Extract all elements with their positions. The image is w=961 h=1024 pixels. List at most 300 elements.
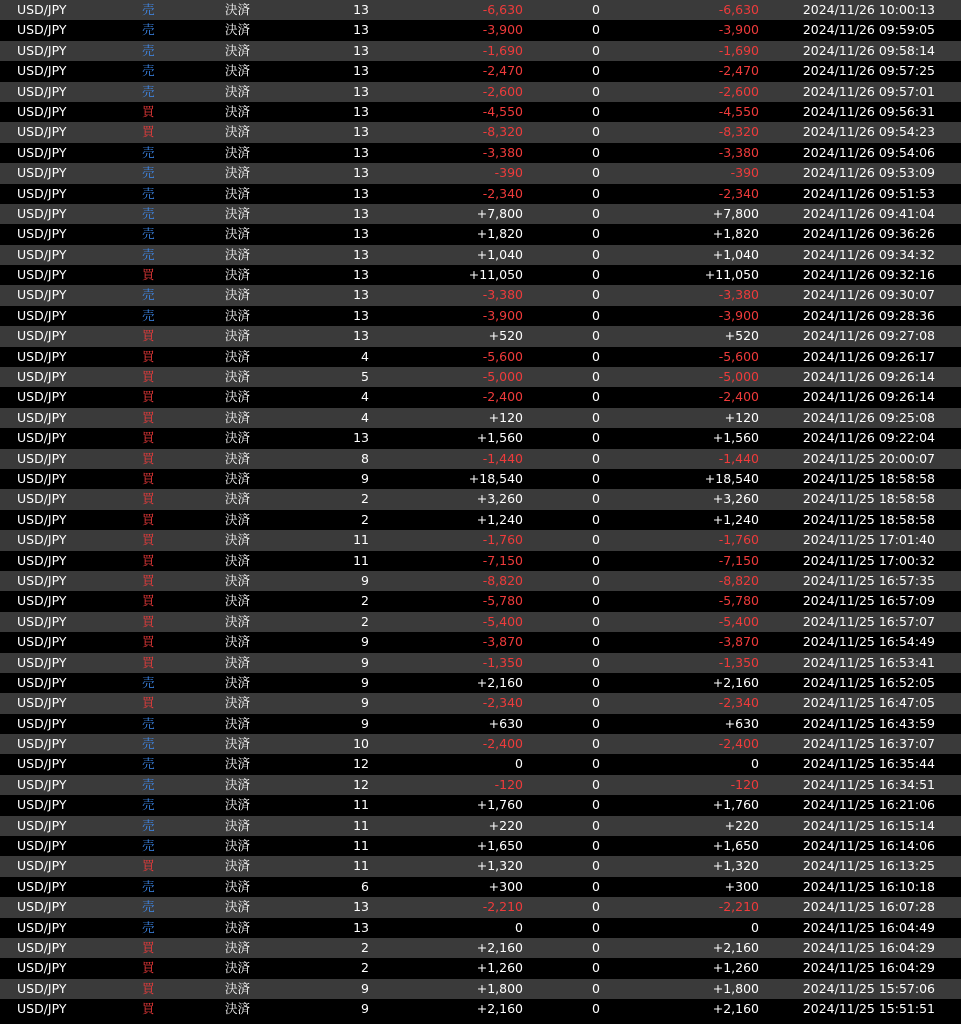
quantity-cell: 13 xyxy=(353,22,369,38)
table-row[interactable] xyxy=(0,163,961,183)
quantity-cell: 11 xyxy=(353,817,369,833)
fee-cell: 0 xyxy=(592,899,600,915)
fee-cell: 0 xyxy=(592,919,600,935)
quantity-cell: 13 xyxy=(353,83,369,99)
trade-side-cell: 買 xyxy=(142,267,155,283)
execution-time-cell: 2024/11/26 09:28:36 xyxy=(802,307,935,323)
trade-type-cell: 決済 xyxy=(225,511,251,527)
table-row[interactable] xyxy=(0,265,961,285)
net-profit-cell: -2,210 xyxy=(718,899,759,915)
quantity-cell: 13 xyxy=(353,267,369,283)
profit-loss-cell: -2,210 xyxy=(482,899,523,915)
currency-pair-cell: USD/JPY xyxy=(17,919,67,935)
quantity-cell: 11 xyxy=(353,532,369,548)
trade-type-cell: 決済 xyxy=(225,22,251,38)
execution-time-cell: 2024/11/25 16:14:06 xyxy=(802,838,935,854)
net-profit-cell: -5,000 xyxy=(718,369,759,385)
currency-pair-cell: USD/JPY xyxy=(17,450,67,466)
fee-cell: 0 xyxy=(592,83,600,99)
quantity-cell: 13 xyxy=(353,226,369,242)
trade-side-cell: 売 xyxy=(142,185,155,201)
currency-pair-cell: USD/JPY xyxy=(17,103,67,119)
profit-loss-cell: -3,870 xyxy=(482,634,523,650)
net-profit-cell: +11,050 xyxy=(704,267,759,283)
execution-time-cell: 2024/11/25 16:15:14 xyxy=(802,817,935,833)
trade-side-cell: 売 xyxy=(142,226,155,242)
currency-pair-cell: USD/JPY xyxy=(17,22,67,38)
quantity-cell: 12 xyxy=(353,776,369,792)
execution-time-cell: 2024/11/26 09:54:06 xyxy=(802,144,935,160)
trade-side-cell: 売 xyxy=(142,205,155,221)
profit-loss-cell: +520 xyxy=(488,328,523,344)
execution-time-cell: 2024/11/25 16:37:07 xyxy=(802,736,935,752)
execution-time-cell: 2024/11/26 09:32:16 xyxy=(802,267,935,283)
currency-pair-cell: USD/JPY xyxy=(17,634,67,650)
execution-time-cell: 2024/11/25 16:53:41 xyxy=(802,654,935,670)
currency-pair-cell: USD/JPY xyxy=(17,939,67,955)
execution-time-cell: 2024/11/25 16:04:29 xyxy=(802,939,935,955)
trade-type-cell: 決済 xyxy=(225,1001,251,1017)
table-row[interactable] xyxy=(0,143,961,163)
table-row[interactable] xyxy=(0,693,961,713)
currency-pair-cell: USD/JPY xyxy=(17,654,67,670)
profit-loss-cell: +630 xyxy=(488,715,523,731)
net-profit-cell: +1,760 xyxy=(712,797,759,813)
execution-time-cell: 2024/11/26 09:27:08 xyxy=(802,328,935,344)
fee-cell: 0 xyxy=(592,470,600,486)
currency-pair-cell: USD/JPY xyxy=(17,695,67,711)
table-row[interactable] xyxy=(0,836,961,856)
net-profit-cell: -5,400 xyxy=(718,613,759,629)
table-row[interactable] xyxy=(0,816,961,836)
trade-side-cell: 買 xyxy=(142,980,155,996)
execution-time-cell: 2024/11/26 09:36:26 xyxy=(802,226,935,242)
net-profit-cell: +7,800 xyxy=(712,205,759,221)
trade-side-cell: 買 xyxy=(142,409,155,425)
quantity-cell: 4 xyxy=(361,389,369,405)
profit-loss-cell: -3,380 xyxy=(482,287,523,303)
currency-pair-cell: USD/JPY xyxy=(17,980,67,996)
trade-side-cell: 売 xyxy=(142,165,155,181)
trade-type-cell: 決済 xyxy=(225,654,251,670)
quantity-cell: 2 xyxy=(361,960,369,976)
quantity-cell: 9 xyxy=(361,674,369,690)
trade-type-cell: 決済 xyxy=(225,613,251,629)
currency-pair-cell: USD/JPY xyxy=(17,226,67,242)
profit-loss-cell: -2,400 xyxy=(482,389,523,405)
quantity-cell: 13 xyxy=(353,307,369,323)
table-row[interactable] xyxy=(0,632,961,652)
table-row[interactable] xyxy=(0,653,961,673)
trade-type-cell: 決済 xyxy=(225,83,251,99)
trade-type-cell: 決済 xyxy=(225,287,251,303)
profit-loss-cell: -120 xyxy=(494,776,523,792)
fee-cell: 0 xyxy=(592,654,600,670)
profit-loss-cell: -8,820 xyxy=(482,572,523,588)
execution-time-cell: 2024/11/26 09:22:04 xyxy=(802,430,935,446)
fee-cell: 0 xyxy=(592,389,600,405)
table-row[interactable] xyxy=(0,122,961,142)
profit-loss-cell: +11,050 xyxy=(468,267,523,283)
fee-cell: 0 xyxy=(592,450,600,466)
table-row[interactable] xyxy=(0,979,961,999)
fee-cell: 0 xyxy=(592,674,600,690)
table-row[interactable] xyxy=(0,897,961,917)
table-row[interactable] xyxy=(0,551,961,571)
execution-time-cell: 2024/11/26 09:30:07 xyxy=(802,287,935,303)
quantity-cell: 13 xyxy=(353,63,369,79)
table-row[interactable] xyxy=(0,184,961,204)
profit-loss-cell: -1,760 xyxy=(482,532,523,548)
table-row[interactable] xyxy=(0,591,961,611)
table-row[interactable] xyxy=(0,938,961,958)
table-row[interactable] xyxy=(0,795,961,815)
net-profit-cell: +1,820 xyxy=(712,226,759,242)
execution-time-cell: 2024/11/25 16:57:07 xyxy=(802,613,935,629)
fee-cell: 0 xyxy=(592,348,600,364)
quantity-cell: 9 xyxy=(361,654,369,670)
trade-side-cell: 売 xyxy=(142,307,155,323)
table-row[interactable] xyxy=(0,510,961,530)
profit-loss-cell: -1,350 xyxy=(482,654,523,670)
trade-side-cell: 買 xyxy=(142,450,155,466)
currency-pair-cell: USD/JPY xyxy=(17,430,67,446)
fee-cell: 0 xyxy=(592,103,600,119)
net-profit-cell: +1,040 xyxy=(712,246,759,262)
quantity-cell: 2 xyxy=(361,593,369,609)
trade-side-cell: 買 xyxy=(142,103,155,119)
trade-type-cell: 決済 xyxy=(225,899,251,915)
trade-type-cell: 決済 xyxy=(225,776,251,792)
net-profit-cell: -2,470 xyxy=(718,63,759,79)
trade-side-cell: 売 xyxy=(142,42,155,58)
table-row[interactable] xyxy=(0,775,961,795)
fee-cell: 0 xyxy=(592,165,600,181)
net-profit-cell: +1,800 xyxy=(712,980,759,996)
fee-cell: 0 xyxy=(592,409,600,425)
trade-type-cell: 決済 xyxy=(225,980,251,996)
currency-pair-cell: USD/JPY xyxy=(17,878,67,894)
profit-loss-cell: -4,550 xyxy=(482,103,523,119)
table-row[interactable] xyxy=(0,387,961,407)
table-row[interactable] xyxy=(0,877,961,897)
fee-cell: 0 xyxy=(592,552,600,568)
net-profit-cell: +1,260 xyxy=(712,960,759,976)
net-profit-cell: -1,440 xyxy=(718,450,759,466)
table-row[interactable] xyxy=(0,204,961,224)
execution-time-cell: 2024/11/26 09:54:23 xyxy=(802,124,935,140)
execution-time-cell: 2024/11/25 20:00:07 xyxy=(802,450,935,466)
execution-time-cell: 2024/11/25 16:43:59 xyxy=(802,715,935,731)
profit-loss-cell: +1,650 xyxy=(476,838,523,854)
profit-loss-cell: -3,380 xyxy=(482,144,523,160)
fee-cell: 0 xyxy=(592,369,600,385)
trade-type-cell: 決済 xyxy=(225,634,251,650)
trade-type-cell: 決済 xyxy=(225,63,251,79)
trade-type-cell: 決済 xyxy=(225,491,251,507)
net-profit-cell: +2,160 xyxy=(712,1001,759,1017)
trade-type-cell: 決済 xyxy=(225,674,251,690)
profit-loss-cell: +1,760 xyxy=(476,797,523,813)
fee-cell: 0 xyxy=(592,776,600,792)
profit-loss-cell: +3,260 xyxy=(476,491,523,507)
trade-side-cell: 買 xyxy=(142,593,155,609)
table-row[interactable] xyxy=(0,530,961,550)
execution-time-cell: 2024/11/25 18:58:58 xyxy=(802,491,935,507)
trade-type-cell: 決済 xyxy=(225,267,251,283)
execution-time-cell: 2024/11/26 09:57:01 xyxy=(802,83,935,99)
fee-cell: 0 xyxy=(592,858,600,874)
execution-time-cell: 2024/11/26 09:58:14 xyxy=(802,42,935,58)
trade-side-cell: 買 xyxy=(142,634,155,650)
trade-side-cell: 買 xyxy=(142,511,155,527)
fee-cell: 0 xyxy=(592,430,600,446)
fee-cell: 0 xyxy=(592,2,600,17)
table-row[interactable] xyxy=(0,367,961,387)
execution-time-cell: 2024/11/26 09:34:32 xyxy=(802,246,935,262)
profit-loss-cell: -1,690 xyxy=(482,42,523,58)
net-profit-cell: +1,240 xyxy=(712,511,759,527)
trade-type-cell: 決済 xyxy=(225,124,251,140)
table-row[interactable] xyxy=(0,102,961,122)
fee-cell: 0 xyxy=(592,226,600,242)
currency-pair-cell: USD/JPY xyxy=(17,369,67,385)
table-row[interactable] xyxy=(0,489,961,509)
currency-pair-cell: USD/JPY xyxy=(17,899,67,915)
execution-time-cell: 2024/11/26 09:41:04 xyxy=(802,205,935,221)
trade-type-cell: 決済 xyxy=(225,369,251,385)
quantity-cell: 12 xyxy=(353,756,369,772)
quantity-cell: 8 xyxy=(361,450,369,466)
trade-side-cell: 売 xyxy=(142,878,155,894)
trade-side-cell: 売 xyxy=(142,899,155,915)
trade-side-cell: 買 xyxy=(142,960,155,976)
net-profit-cell: +2,160 xyxy=(712,674,759,690)
table-row[interactable] xyxy=(0,571,961,591)
net-profit-cell: -2,600 xyxy=(718,83,759,99)
trade-side-cell: 買 xyxy=(142,858,155,874)
table-row[interactable] xyxy=(0,856,961,876)
execution-time-cell: 2024/11/25 15:57:06 xyxy=(802,980,935,996)
profit-loss-cell: +2,160 xyxy=(476,939,523,955)
table-row[interactable] xyxy=(0,449,961,469)
execution-time-cell: 2024/11/26 09:26:17 xyxy=(802,348,935,364)
table-row[interactable] xyxy=(0,754,961,774)
quantity-cell: 9 xyxy=(361,980,369,996)
trade-side-cell: 買 xyxy=(142,532,155,548)
table-row[interactable] xyxy=(0,82,961,102)
profit-loss-cell: +120 xyxy=(488,409,523,425)
net-profit-cell: -2,400 xyxy=(718,736,759,752)
net-profit-cell: -5,600 xyxy=(718,348,759,364)
net-profit-cell: +3,260 xyxy=(712,491,759,507)
quantity-cell: 13 xyxy=(353,42,369,58)
trade-type-cell: 決済 xyxy=(225,715,251,731)
currency-pair-cell: USD/JPY xyxy=(17,124,67,140)
trade-type-cell: 決済 xyxy=(225,450,251,466)
table-row[interactable] xyxy=(0,999,961,1019)
trade-side-cell: 買 xyxy=(142,430,155,446)
currency-pair-cell: USD/JPY xyxy=(17,674,67,690)
trade-type-cell: 決済 xyxy=(225,430,251,446)
trade-side-cell: 買 xyxy=(142,572,155,588)
profit-loss-cell: -8,320 xyxy=(482,124,523,140)
trade-type-cell: 決済 xyxy=(225,593,251,609)
currency-pair-cell: USD/JPY xyxy=(17,185,67,201)
table-row[interactable] xyxy=(0,326,961,346)
currency-pair-cell: USD/JPY xyxy=(17,572,67,588)
trade-type-cell: 決済 xyxy=(225,103,251,119)
table-row[interactable] xyxy=(0,224,961,244)
trade-side-cell: 買 xyxy=(142,470,155,486)
execution-time-cell: 2024/11/26 10:00:13 xyxy=(802,2,935,17)
quantity-cell: 9 xyxy=(361,715,369,731)
currency-pair-cell: USD/JPY xyxy=(17,511,67,527)
table-row[interactable] xyxy=(0,918,961,938)
net-profit-cell: -120 xyxy=(730,776,759,792)
quantity-cell: 2 xyxy=(361,511,369,527)
table-row[interactable] xyxy=(0,61,961,81)
profit-loss-cell: -5,600 xyxy=(482,348,523,364)
execution-time-cell: 2024/11/25 15:51:51 xyxy=(802,1001,935,1017)
profit-loss-cell: -5,000 xyxy=(482,369,523,385)
currency-pair-cell: USD/JPY xyxy=(17,491,67,507)
trade-type-cell: 決済 xyxy=(225,939,251,955)
net-profit-cell: +1,650 xyxy=(712,838,759,854)
table-row[interactable] xyxy=(0,408,961,428)
execution-time-cell: 2024/11/25 18:58:58 xyxy=(802,470,935,486)
trade-type-cell: 決済 xyxy=(225,572,251,588)
trade-type-cell: 決済 xyxy=(225,307,251,323)
fee-cell: 0 xyxy=(592,42,600,58)
table-row[interactable] xyxy=(0,347,961,367)
trade-side-cell: 買 xyxy=(142,389,155,405)
currency-pair-cell: USD/JPY xyxy=(17,817,67,833)
net-profit-cell: -1,350 xyxy=(718,654,759,670)
trade-side-cell: 売 xyxy=(142,715,155,731)
table-row[interactable] xyxy=(0,714,961,734)
profit-loss-cell: -1,440 xyxy=(482,450,523,466)
quantity-cell: 13 xyxy=(353,165,369,181)
trade-type-cell: 決済 xyxy=(225,552,251,568)
execution-time-cell: 2024/11/26 09:51:53 xyxy=(802,185,935,201)
trade-type-cell: 決済 xyxy=(225,960,251,976)
fee-cell: 0 xyxy=(592,878,600,894)
quantity-cell: 10 xyxy=(353,736,369,752)
quantity-cell: 13 xyxy=(353,246,369,262)
quantity-cell: 2 xyxy=(361,491,369,507)
table-row[interactable] xyxy=(0,20,961,40)
table-row[interactable] xyxy=(0,428,961,448)
trade-type-cell: 決済 xyxy=(225,226,251,242)
quantity-cell: 9 xyxy=(361,572,369,588)
net-profit-cell: +2,160 xyxy=(712,939,759,955)
net-profit-cell: -7,150 xyxy=(718,552,759,568)
fee-cell: 0 xyxy=(592,22,600,38)
trade-side-cell: 売 xyxy=(142,919,155,935)
net-profit-cell: +300 xyxy=(724,878,759,894)
net-profit-cell: -6,630 xyxy=(718,2,759,17)
quantity-cell: 13 xyxy=(353,2,369,17)
trade-type-cell: 決済 xyxy=(225,185,251,201)
currency-pair-cell: USD/JPY xyxy=(17,83,67,99)
fee-cell: 0 xyxy=(592,491,600,507)
quantity-cell: 13 xyxy=(353,185,369,201)
fee-cell: 0 xyxy=(592,185,600,201)
execution-time-cell: 2024/11/25 16:57:09 xyxy=(802,593,935,609)
trade-side-cell: 買 xyxy=(142,939,155,955)
profit-loss-cell: -2,600 xyxy=(482,83,523,99)
table-row[interactable] xyxy=(0,0,961,20)
table-row[interactable] xyxy=(0,306,961,326)
fee-cell: 0 xyxy=(592,1001,600,1017)
profit-loss-cell: -3,900 xyxy=(482,22,523,38)
table-row[interactable] xyxy=(0,41,961,61)
trade-side-cell: 売 xyxy=(142,674,155,690)
execution-time-cell: 2024/11/25 16:47:05 xyxy=(802,695,935,711)
trade-side-cell: 買 xyxy=(142,552,155,568)
table-row[interactable] xyxy=(0,285,961,305)
profit-loss-cell: -390 xyxy=(494,165,523,181)
currency-pair-cell: USD/JPY xyxy=(17,960,67,976)
net-profit-cell: -3,900 xyxy=(718,22,759,38)
net-profit-cell: -5,780 xyxy=(718,593,759,609)
currency-pair-cell: USD/JPY xyxy=(17,409,67,425)
profit-loss-cell: +220 xyxy=(488,817,523,833)
fee-cell: 0 xyxy=(592,838,600,854)
quantity-cell: 13 xyxy=(353,328,369,344)
net-profit-cell: +520 xyxy=(724,328,759,344)
net-profit-cell: -2,400 xyxy=(718,389,759,405)
table-row[interactable] xyxy=(0,673,961,693)
quantity-cell: 13 xyxy=(353,124,369,140)
fee-cell: 0 xyxy=(592,144,600,160)
profit-loss-cell: 0 xyxy=(515,756,523,772)
table-row[interactable] xyxy=(0,612,961,632)
trade-type-cell: 決済 xyxy=(225,205,251,221)
profit-loss-cell: -2,340 xyxy=(482,185,523,201)
currency-pair-cell: USD/JPY xyxy=(17,776,67,792)
currency-pair-cell: USD/JPY xyxy=(17,2,67,17)
table-row[interactable] xyxy=(0,734,961,754)
fee-cell: 0 xyxy=(592,246,600,262)
trade-type-cell: 決済 xyxy=(225,246,251,262)
profit-loss-cell: +2,160 xyxy=(476,1001,523,1017)
execution-time-cell: 2024/11/25 16:04:49 xyxy=(802,919,935,935)
table-row[interactable] xyxy=(0,958,961,978)
table-row[interactable] xyxy=(0,245,961,265)
trade-side-cell: 売 xyxy=(142,246,155,262)
trade-type-cell: 決済 xyxy=(225,919,251,935)
execution-time-cell: 2024/11/25 16:34:51 xyxy=(802,776,935,792)
profit-loss-cell: +1,320 xyxy=(476,858,523,874)
execution-time-cell: 2024/11/26 09:56:31 xyxy=(802,103,935,119)
currency-pair-cell: USD/JPY xyxy=(17,715,67,731)
net-profit-cell: +1,560 xyxy=(712,430,759,446)
execution-time-cell: 2024/11/26 09:26:14 xyxy=(802,389,935,405)
net-profit-cell: -2,340 xyxy=(718,695,759,711)
trade-type-cell: 決済 xyxy=(225,838,251,854)
fee-cell: 0 xyxy=(592,797,600,813)
currency-pair-cell: USD/JPY xyxy=(17,144,67,160)
profit-loss-cell: -5,780 xyxy=(482,593,523,609)
net-profit-cell: -3,380 xyxy=(718,287,759,303)
execution-time-cell: 2024/11/26 09:26:14 xyxy=(802,369,935,385)
trade-side-cell: 買 xyxy=(142,491,155,507)
table-row[interactable] xyxy=(0,469,961,489)
net-profit-cell: +120 xyxy=(724,409,759,425)
currency-pair-cell: USD/JPY xyxy=(17,389,67,405)
